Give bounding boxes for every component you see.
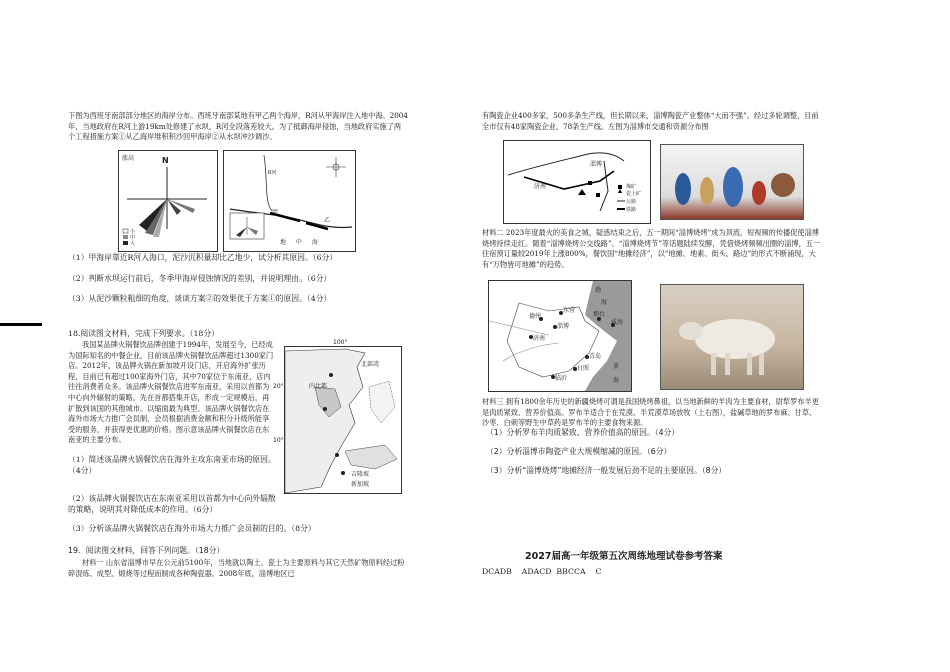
q18-3: （3）分析该品牌火锅餐饮店在海外市场大力推广会员制的目的。（8分） [68,524,316,533]
legend-road: 公路 [626,199,637,205]
answer-key: DCADB ADACD BBCCA C [482,567,602,576]
wind-rose-figure [118,150,218,252]
label-r-river: R河 [268,170,277,176]
label-jia: 甲 [272,209,279,216]
q17-1: （1）甲海岸靠近R河入海口，泥沙沉积量却比乙地少，试分析其原因。（6分） [68,253,338,262]
label-huang: 黄 [613,363,620,370]
q18-2: （2）该品牌火锅餐饮店在东南亚采用以首都为中心向外辐散的策略，说明其对降低成本的作用。（6分） [68,494,276,514]
q18-head: 18.阅读图文材料，完成下列要求。（18分） [68,329,219,338]
sheep-svg [661,285,803,389]
q17-3: （3）从泥沙颗粒粗细的角度，谈谈方案②的效果优于方案①的原因。（4分） [68,294,332,303]
shandong-map [488,280,632,392]
label-lat-20: 20° [273,383,284,390]
coast-map-figure [223,150,356,252]
label-linyi: 临沂 [555,375,568,382]
sheep-photo [660,284,804,390]
q18-text: 我国某品牌火锅餐饮品牌创建于1994年，发展至今，已经成为国际知名的中餐企业，目前该品牌火锅餐饮品牌超过1300家门店。2012年，该品牌火锅在新加坡开设门店，开启海外扩张历程，目前已有超过100家海外门店，其中70家位于东南亚，店内往往消费者众多。该品牌火锅餐饮店进军东南亚，采用以首都为中心向外辐射的策略，先在首都搭集开店，形成一定规模后，再扩散到该国的其他城市。以缩面最为典型。该品牌火锅餐饮店在海外市场大力推广会员制，会员根据消费金额和积分升级所能享受的服务，并获得更优惠的价格。图示意该品牌火锅餐饮店在东南亚的主要分布。 [68,340,274,445]
label-jinan-sd: 济南 [533,335,546,342]
rose-legend-mid: 中 [130,235,136,241]
q19-3: （3）分析“淄博烧烤”地摊经济一般发展后劲不足的主要原因。（8分） [486,466,727,475]
legend-clay: 瓷土矿 [626,191,642,197]
q18-1: （1）简述该品牌火锅餐饮店在海外主攻东南亚市场的原因。（4分） [68,455,276,475]
label-beibu-gulf: 北部湾 [361,361,380,368]
label-mediterranean: 地 中 海 [280,239,322,246]
q19-continued: 有陶瓷企业400多家，500多条生产线，但长期以来，淄博陶瓷产业整体“大而不强”。经过多轮调整，目前全市仅有48家陶瓷企业，78条生产线。左图为淄博市交通和资源分布图 [482,111,819,131]
ceramics-photo [660,144,804,220]
label-sea-2: 海 [613,377,620,384]
label-kuala-lumpur: 吉隆坡 [351,471,370,478]
rose-title: 涨高 [122,155,135,162]
label-rizhao: 日照 [577,365,590,372]
label-singapore: 新加坡 [351,481,370,488]
label-yantai: 烟台 [593,311,606,318]
label-dezhou: 德州 [529,313,542,320]
sea-map-svg [285,347,401,493]
answer-title: 2027届高一年级第五次周练地理试卷参考答案 [525,551,723,562]
coast-map-svg [224,151,355,251]
southeast-asia-map [273,339,402,494]
q19-text: 材料一 山东省淄博市早在公元前5100年，当地就以陶土、瓷土为主要原料与其它天然矿物原料经过粉碎混炼、成型、煅烧等过程而制成各种陶瓷器。2008年底，淄博地区已 [68,558,405,578]
material-2: 材料二 2023年度最火的美食之城，疑惑结束之后，五一期间“淄博烧烤”成为顶流，短视频的传播促使淄博烧烤持续走红。随着“淄博烧烤公交线路”、“淄博烧烤节”等话题陆续发酵，凭借烧烤频频出圈的淄博，五一住宿预订量较2019年上涨800%，餐饮国“地摊经济”，以“地摊、地素、街头、路边”的形式不断涌现，大有“万物皆可地摊”的趋势。 [482,228,821,269]
label-naypyidaw: 内比都 [309,383,328,390]
label-qingdao: 青岛 [589,353,602,360]
label-zibo: 淄博 [590,161,603,168]
q19-1: （1）分析罗布羊肉质紧致、营养价值高的原因。（4分） [486,428,680,437]
rose-legend-small: 小 [130,229,136,235]
label-lat-10: 10° [273,437,284,444]
q19-2: （2）分析淄博市陶瓷产业大规模缩减的原因。（6分） [486,447,672,456]
legend-coal: 煤矿 [626,184,637,190]
label-bohai: 渤 [595,287,602,294]
label-dongying: 东营 [563,307,576,314]
q17-intro: 下图为西班牙南部部分地区的海岸分布。西班牙南部某地有甲乙两个海岸，R河从甲海岸注入地中海。2004年，当地政府在R河上游19km处修建了水坝。R河全段落差较大。为了抵御海岸侵蚀，当地政府实施了两个工程措施方案①从乙海岸堆积积沙回甲海岸②从水坝冲沙调沙。 [68,111,408,142]
north-label: N [162,156,169,165]
label-jinan: 济南 [534,183,547,190]
margin-marker [0,323,42,326]
legend-rail: 铁路 [626,207,637,213]
label-zibo-sd: 淄博 [557,323,570,330]
label-weihai: 威海 [611,319,624,326]
rose-legend-big: 大 [130,241,136,247]
ceramics-svg [661,145,803,219]
label-lon-100: 100° [333,339,348,346]
q17-2: （2）判断水坝运行前后，冬季甲海岸侵蚀情况的差别，并说明理由。（6分） [68,274,332,283]
q19-head: 19．阅读图文材料，回答下列问题。（18分） [68,546,225,555]
label-yi: 乙 [324,217,331,224]
material-3: 材料三 拥有1800余年历史的新疆烧烤可谓是我国烧烤鼻祖，以当地新鲜的羊肉为主要食材，尉犁罗布羊更是肉质紧致、营养价值高。罗布羊适合于在荒漠、半荒漠草场放牧（上右图），盐碱草地的罗布麻、甘草、沙枣、白刺等野生中草药是罗布羊的主要食物来源。 [482,397,819,428]
label-sea-1: 海 [601,299,608,306]
zibo-resource-map [503,140,651,224]
